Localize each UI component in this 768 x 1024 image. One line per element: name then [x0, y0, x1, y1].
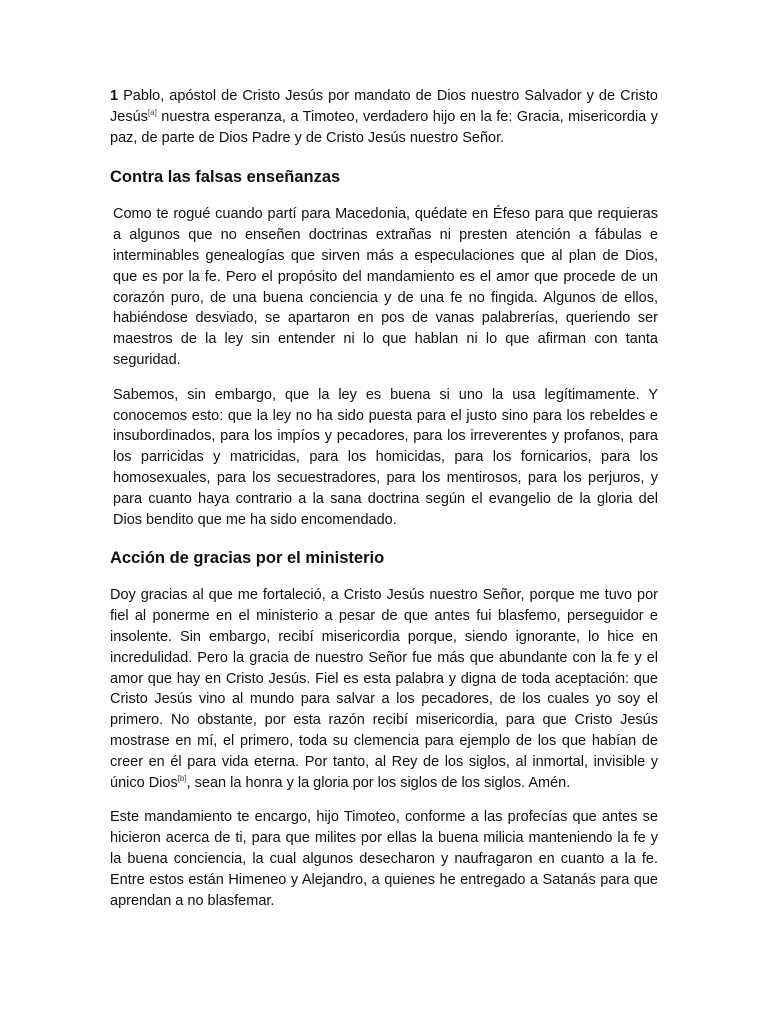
- section-heading-false-teachings: Contra las falsas enseñanzas: [110, 168, 341, 187]
- document-page: [110, 84, 658, 911]
- verse-number: 1: [110, 88, 119, 104]
- paragraph-text: , sean la honra y la gloria por los siglos de los siglos. Amén.: [186, 774, 571, 791]
- paragraph-charge-timothy: Este mandamiento te encargo, hijo Timoteo, conforme a las profecías que antes se hicieron acerca de ti, para que milites por ellas la buena milicia manteniendo la fe y la buena conciencia, la cual algunos desecharon y naufragaron en cuanto a la fe. Entre estos están Himeneo y Alejandro, a quienes he entregado a Satanás para que aprendan a no blasfemar.: [110, 809, 658, 909]
- paragraph-text: Pablo, apóstol de Cristo Jesús por mandato de Dios nuestro Salvador y de Cristo Jesús: [110, 88, 658, 125]
- paragraph-text: nuestra esperanza, a Timoteo, verdadero hijo en la fe: Gracia, misericordia y paz, de parte de Dios Padre y de Cristo Jesús nuestro Señor.: [110, 108, 658, 146]
- footnote-marker[interactable]: [a]: [147, 107, 157, 117]
- paragraph-law: Sabemos, sin embargo, que la ley es buena si uno la usa legítimamente. Y conocemos esto: que la ley no ha sido puesta para el justo sino para los rebeldes e insubordinados, para los impíos y pecadores, para los irreverentes y profanos, para los parricidas y matricidas, para los homicidas, para los fornicarios, para los homosexuales, para los secuestradores, para los mentirosos, para los perjuros, y para cuanto haya contrario a la sana doctrina según el evangelio de la gloria del Dios bendito que me ha sido encomendado.: [113, 386, 658, 528]
- footnote-marker[interactable]: [b]: [177, 773, 187, 783]
- paragraph-false-teachings: Como te rogué cuando partí para Macedonia, quédate en Éfeso para que requieras a algunos que no enseñen doctrinas extrañas ni presten atención a fábulas e interminables genealogías que sirven más a especulaciones que al plan de Dios, que es por la fe. Pero el propósito del mandamiento es el amor que procede de un corazón puro, de una buena conciencia y de una fe no fingida. Algunos de ellos, habiéndose desviado, se apartaron en pos de vanas palabrerías, queriendo ser maestros de la ley sin entender ni lo que hablan ni lo que afirman con tanta seguridad.: [113, 206, 658, 368]
- section-heading-thanksgiving: Acción de gracias por el ministerio: [110, 549, 385, 568]
- paragraph-thanksgiving: [110, 585, 658, 793]
- paragraph-verse-1: [110, 86, 658, 148]
- paragraph-text: Doy gracias al que me fortaleció, a Cristo Jesús nuestro Señor, porque me tuvo por fiel al ponerme en el ministerio a pesar de que antes fui blasfemo, perseguidor e insolente. Sin embargo, recibí misericordia porque, siendo ignorante, lo hice en incredulidad. Pero la gracia de nuestro Señor fue más que abundante con la fe y el amor que hay en Cristo Jesús. Fiel es esta palabra y digna de toda aceptación: que Cristo Jesús vino al mundo para salvar a los pecadores, de los cuales yo soy el primero. No obstante, por esta razón recibí misericordia, para que Cristo Jesús mostrase en mí, el primero, toda su clemencia para ejemplo de los que habían de creer en él para vida eterna. Por tanto, al Rey de los siglos, al inmortal, invisible y único Dios: [110, 587, 658, 791]
